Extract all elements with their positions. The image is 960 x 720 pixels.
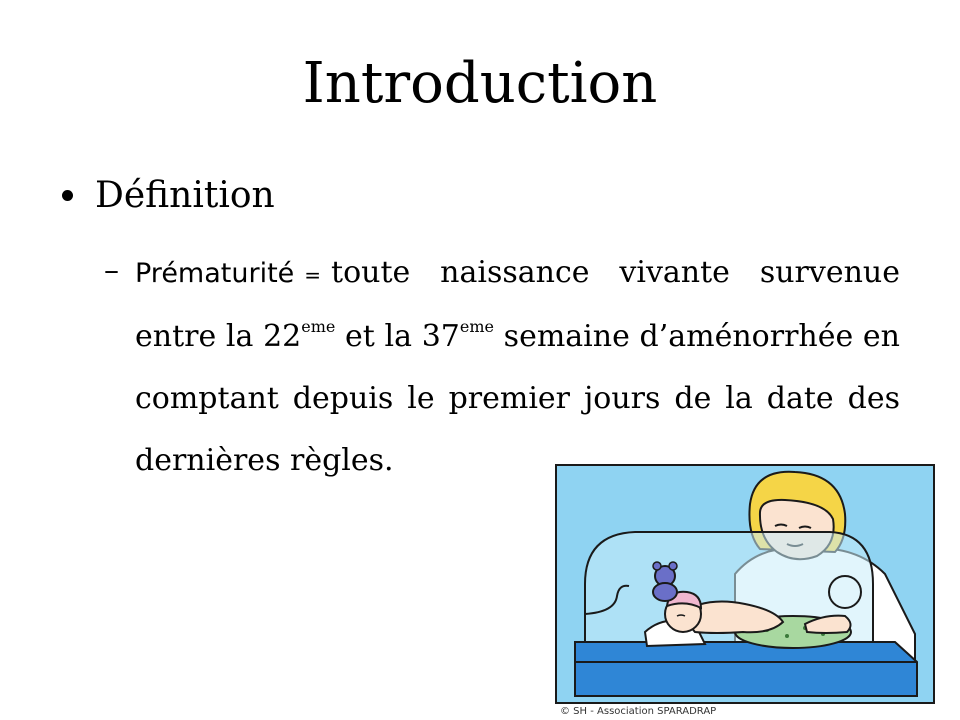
bullet-dot-icon [62, 190, 73, 201]
definition-term: Prématurité [135, 258, 295, 289]
definition-text [135, 242, 900, 492]
incubator-mattress [575, 642, 917, 696]
image-credit: © SH - Association SPARADRAP [560, 706, 717, 717]
dash-marker: – [104, 253, 119, 288]
toy-bear-icon [653, 562, 677, 601]
definition-equals: = [304, 263, 322, 287]
bullet-label: Définition [95, 174, 275, 216]
bullet-definition [62, 170, 275, 220]
definition-superscript-a: eme [301, 317, 336, 336]
definition-text-part-a: toute naissance vivante survenue entre la 22 [135, 255, 900, 354]
definition-text-part-b: et la 37 [335, 319, 460, 354]
slide-title: Introduction [302, 51, 658, 116]
definition-superscript-b: eme [459, 317, 494, 336]
definition-text-part-c: semaine d’aménorrhée en comptant depuis le premier jours de la date des dernières règles. [135, 319, 901, 478]
incubator-illustration [555, 464, 935, 704]
